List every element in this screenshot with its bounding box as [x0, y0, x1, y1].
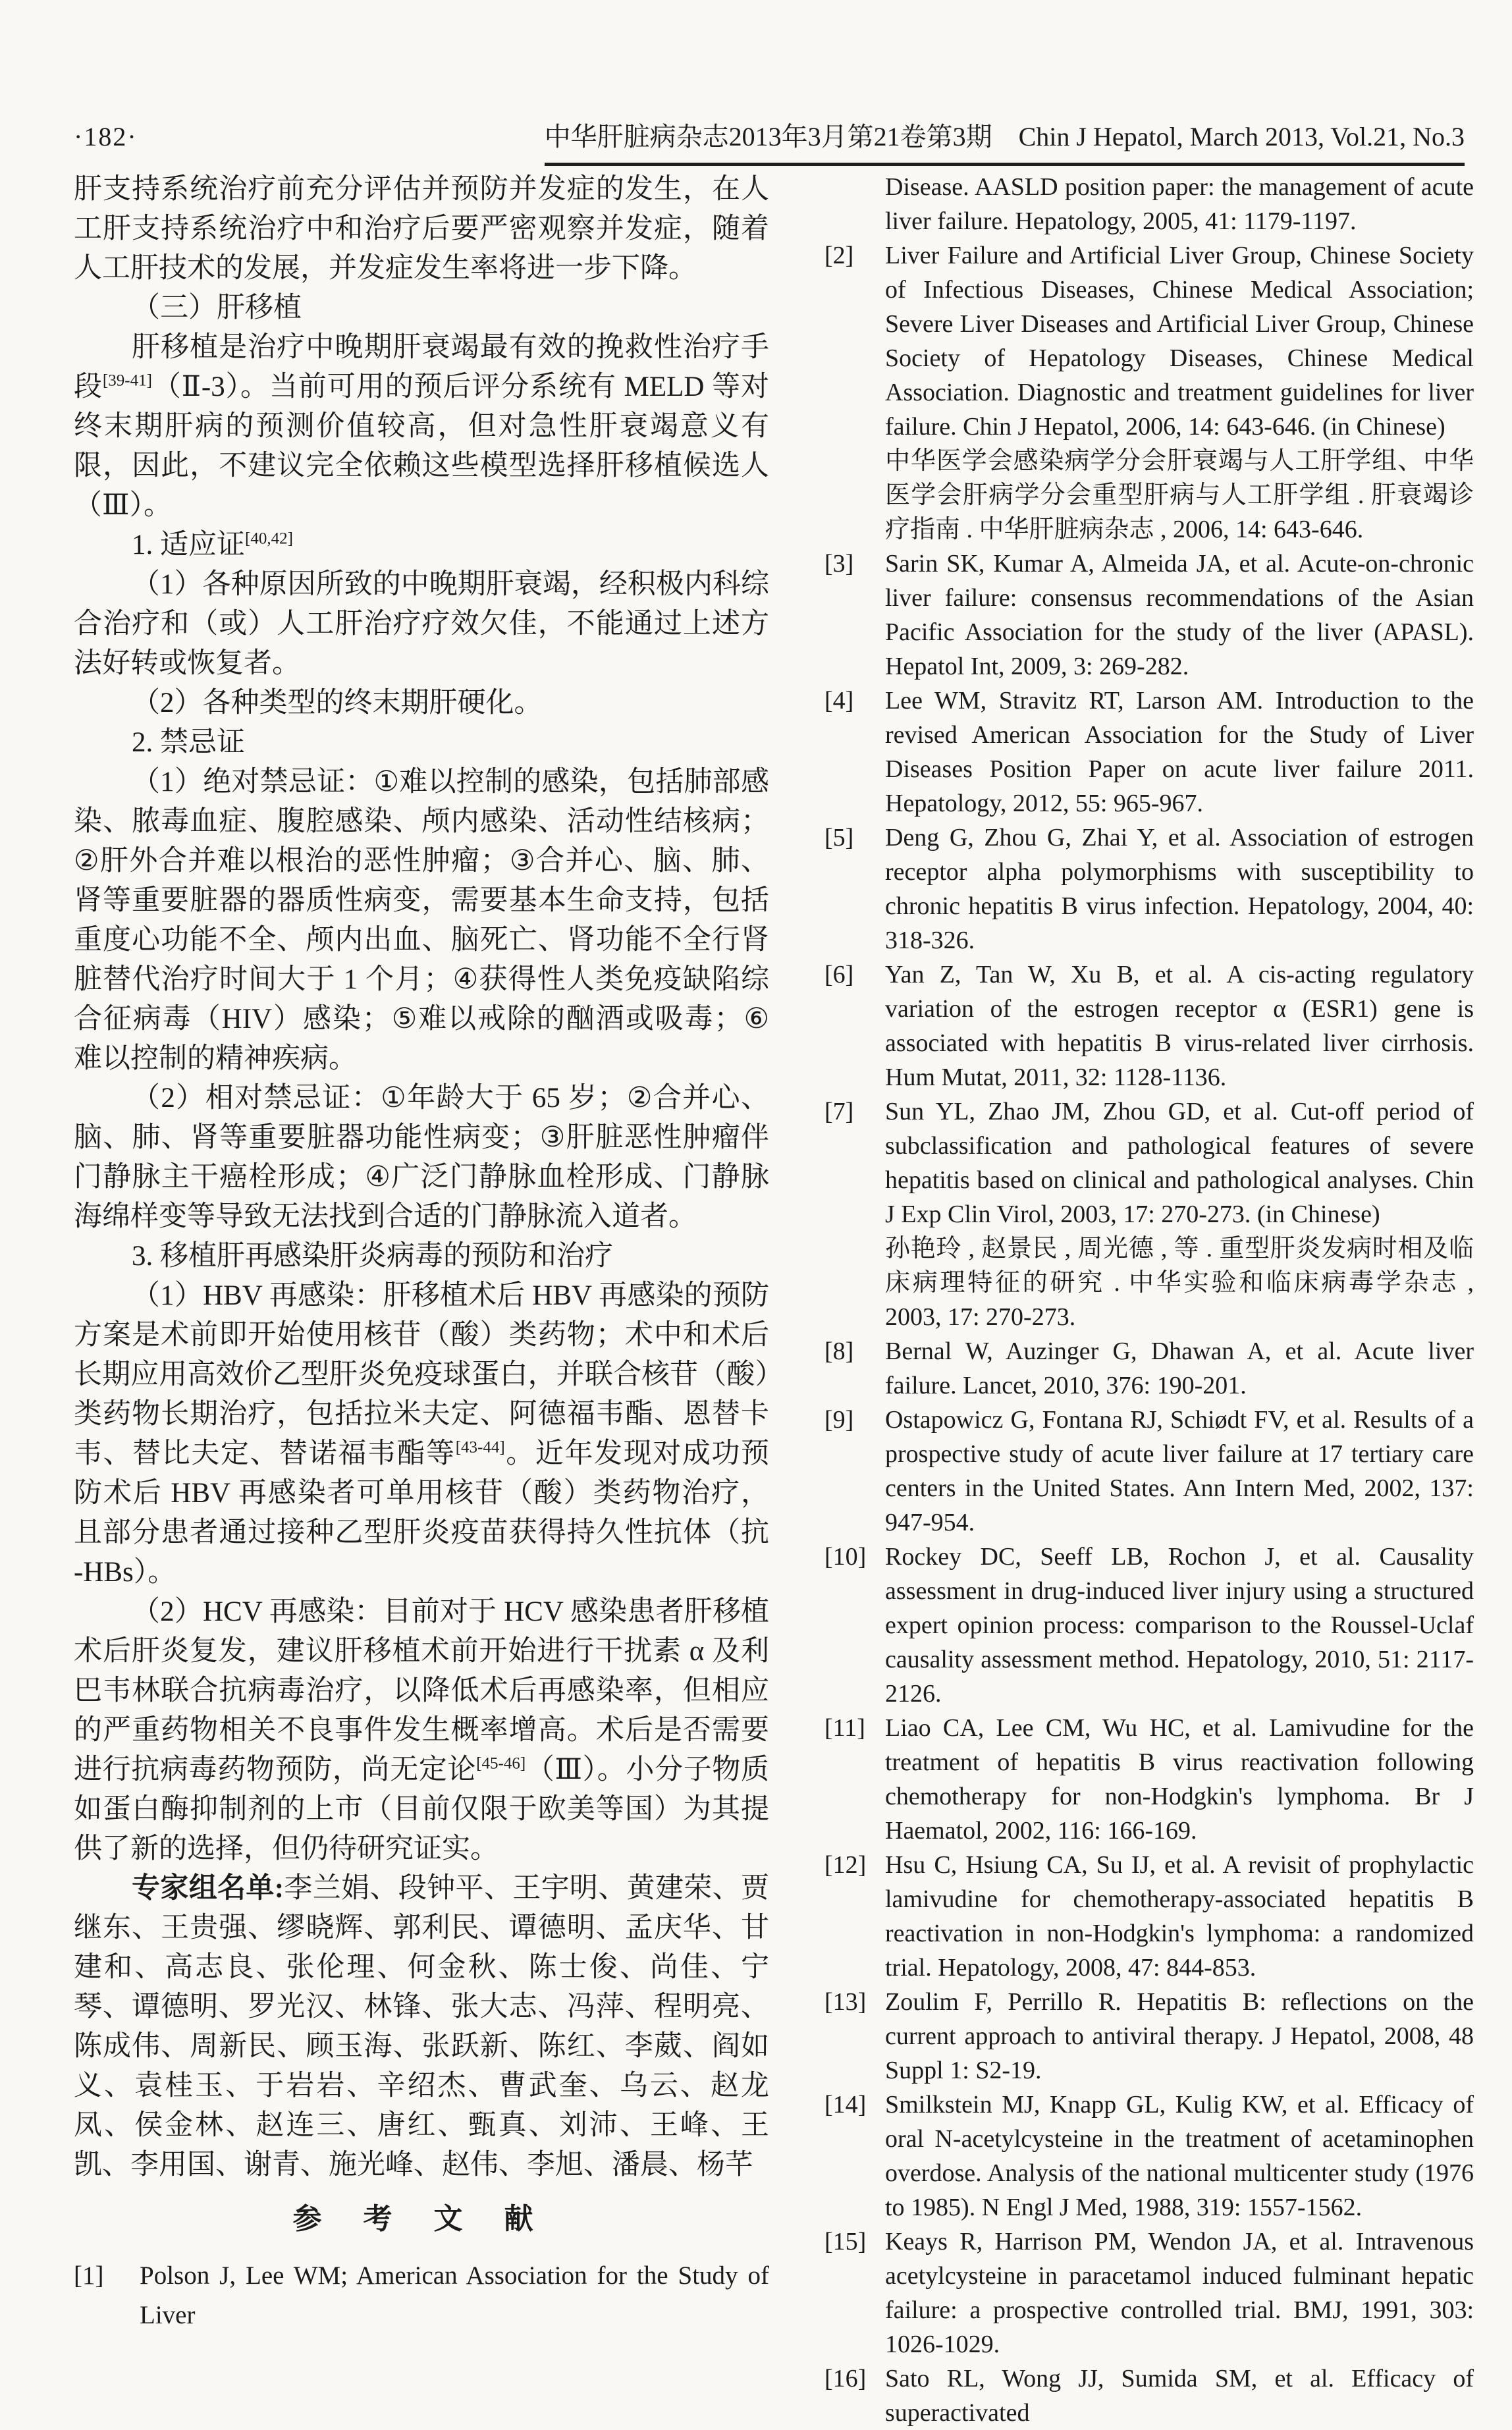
- reference-item: [824, 1985, 1474, 2088]
- reference-item: [824, 1094, 1474, 1334]
- left-column: [74, 170, 769, 2430]
- reference-text-en: Rockey DC, Seeff LB, Rochon J, et al. Causality assessment in drug-induced liver injury using a structured expert opinion process: comparison to the Roussel-Uclaf causality assessment method. Hepatology, 2010, 51: 2117-2126.: [885, 1543, 1474, 1708]
- reference-number: [15]: [824, 2228, 867, 2255]
- reference-number: [11]: [824, 1714, 865, 1742]
- paragraph-text: （1）HBV 再感染：肝移植术后 HBV 再感染的预防方案是术前即开始使用核苷（酸）类药物；术中和术后长期应用高效价乙型肝炎免疫球蛋白，并联合核苷（酸）类药物长期治疗，包括拉米夫定、阿德福韦酯、恩替卡韦、替比夫定、替诺福韦酯等: [74, 1280, 769, 1469]
- reference-text-en: Lee WM, Stravitz RT, Larson AM. Introduction to the revised American Association for the Study of Liver Diseases Position Paper on acute liver failure 2011. Hepatology, 2012, 55: 965-967.: [885, 687, 1474, 817]
- reference-text: [885, 1985, 1474, 2088]
- right-column: [824, 170, 1474, 2430]
- reference-item: [824, 1848, 1474, 1985]
- reference-text-en: Ostapowicz G, Fontana RJ, Schiødt FV, et al. Results of a prospective study of acute liver failure at 17 tertiary care centers in the United States. Ann Intern Med, 2002, 137: 947-954.: [885, 1406, 1474, 1536]
- citation-superscript: [43-44]: [455, 1438, 505, 1457]
- reference-text: [885, 958, 1474, 1094]
- reference-text-en: Disease. AASLD position paper: the management of acute liver failure. Hepatology, 2005, 41: 1179-1197.: [885, 173, 1474, 235]
- journal-title-header: 中华肝脏病杂志2013年3月第21卷第3期 Chin J Hepatol, March 2013, Vol.21, No.3: [545, 116, 1465, 166]
- reference-item: [824, 958, 1474, 1094]
- reference-number: [1]: [74, 2261, 104, 2290]
- reference-text: [885, 170, 1474, 238]
- reference-text-en: Sun YL, Zhao JM, Zhou GD, et al. Cut-off period of subclassification and pathological features of severe hepatitis based on clinical and pathological analyses. Chin J Exp Clin Virol, 2003, 17: 270-273. (in Chinese): [885, 1098, 1474, 1228]
- reference-text-en: Smilkstein MJ, Knapp GL, Kulig KW, et al. Efficacy of oral N-acetylcysteine in the treatment of acetaminophen overdose. Analysis of the national multicenter study (1976 to 1985). N Engl J Med, 1988, 319: 1557-1562.: [885, 2091, 1474, 2221]
- paragraph: [74, 565, 769, 684]
- right-column-references: [824, 170, 1474, 2430]
- paragraph: [74, 1276, 769, 1592]
- reference-number: [5]: [824, 824, 854, 851]
- reference-number: [10]: [824, 1543, 867, 1571]
- reference-text: [885, 1403, 1474, 1540]
- reference-item: [824, 2362, 1474, 2430]
- paragraph-text: 李兰娟、段钟平、王宇明、黄建荣、贾继东、王贵强、缪晓辉、郭利民、谭德明、孟庆华、甘建和、高志良、张伦理、何金秋、陈士俊、尚佳、宁琴、谭德明、罗光汉、林锋、张大志、冯萍、程明亮、陈成伟、周新民、顾玉海、张跃新、陈红、李葳、阎如义、袁桂玉、于岩岩、辛绍杰、曹武奎、乌云、赵龙凤、侯金林、赵连三、唐红、甄真、刘沛、王峰、王凯、李用国、谢青、施光峰、赵伟、李旭、潘晨、杨芊: [74, 1873, 770, 2180]
- left-column-paragraphs: [74, 170, 769, 2185]
- reference-number: [6]: [824, 961, 854, 988]
- reference-item: [824, 684, 1474, 821]
- reference-text-en: Bernal W, Auzinger G, Dhawan A, et al. Acute liver failure. Lancet, 2010, 376: 190-201.: [885, 1337, 1474, 1399]
- paragraph-text: （2）各种类型的终末期肝硬化。: [132, 688, 543, 718]
- paragraph-text: 肝支持系统治疗前充分评估并预防并发症的发生，在人工肝支持系统治疗中和治疗后要严密观察并发症，随着人工肝技术的发展，并发症发生率将进一步下降。: [74, 174, 769, 284]
- reference-text: [885, 1334, 1474, 1403]
- paragraph: [74, 1869, 769, 2185]
- reference-text-zh: 孙艳玲 , 赵景民 , 周光德 , 等 . 重型肝炎发病时相及临床病理特征的研究 . 中华实验和临床病毒学杂志 , 2003, 17: 270-273.: [885, 1235, 1474, 1331]
- reference-text-en: Zoulim F, Perrillo R. Hepatitis B: reflections on the current approach to antiviral therapy. J Hepatol, 2008, 48 Suppl 1: S2-19.: [885, 1988, 1474, 2084]
- paragraph: [74, 1237, 769, 1276]
- reference-text: [885, 238, 1474, 547]
- reference-text-en: Yan Z, Tan W, Xu B, et al. A cis-acting regulatory variation of the estrogen receptor α (ESR1) gene is associated with hepatitis B virus-related liver cirrhosis. Hum Mutat, 2011, 32: 1128-1136.: [885, 961, 1474, 1091]
- expert-panel-label: 专家组名单:: [132, 1873, 284, 1904]
- paragraph-text: （1）绝对禁忌证：①难以控制的感染，包括肺部感染、脓毒血症、腹腔感染、颅内感染、活动性结核病；②肝外合并难以根治的恶性肿瘤；③合并心、脑、肺、肾等重要脏器的器质性病变，需要基本生命支持，包括重度心功能不全、颅内出血、脑死亡、肾功能不全行肾脏替代治疗时间大于 1 个月；④获得性人类免疫缺陷综合征病毒（HIV）感染；⑤难以戒除的酗酒或吸毒；⑥难以控制的精神疾病。: [74, 767, 769, 1074]
- paragraph: [74, 328, 769, 526]
- reference-item: [824, 170, 1474, 238]
- reference-item: [824, 821, 1474, 958]
- reference-number: [2]: [824, 242, 854, 269]
- reference-text: [885, 821, 1474, 958]
- reference-item: [824, 1540, 1474, 1711]
- paragraph: [74, 1079, 769, 1237]
- reference-text: [885, 1094, 1474, 1334]
- reference-number: [16]: [824, 2365, 867, 2392]
- reference-number: [3]: [824, 550, 854, 578]
- reference-text-en: Sarin SK, Kumar A, Almeida JA, et al. Acute-on-chronic liver failure: consensus recommendations of the Asian Pacific Association for the study of the liver (APASL). Hepatol Int, 2009, 3: 269-282.: [885, 550, 1474, 680]
- reference-item: [824, 1711, 1474, 1848]
- paragraph: [74, 1592, 769, 1869]
- paragraph: [74, 684, 769, 723]
- reference-text-en: Hsu C, Hsiung CA, Su IJ, et al. A revisit of prophylactic lamivudine for chemotherapy-associated hepatitis B reactivation in non-Hodgkin's lymphoma: a randomized trial. Hepatology, 2008, 47: 844-853.: [885, 1851, 1474, 1982]
- reference-text: [885, 1848, 1474, 1985]
- reference-number: [4]: [824, 687, 854, 715]
- references-heading: 参 考 文 献: [292, 2203, 551, 2235]
- reference-number: [12]: [824, 1851, 867, 1879]
- paragraph: [74, 288, 769, 328]
- reference-item: [824, 547, 1474, 684]
- reference-number: [13]: [824, 1988, 867, 2016]
- reference-item: [824, 1403, 1474, 1540]
- reference-text-en: Deng G, Zhou G, Zhai Y, et al. Association of estrogen receptor alpha polymorphisms with susceptibility to chronic hepatitis B virus infection. Hepatology, 2004, 40: 318-326.: [885, 824, 1474, 954]
- paragraph: [74, 723, 769, 763]
- paragraph-text: 肝移植是治疗中晚期肝衰竭最有效的挽救性治疗手段: [74, 332, 769, 402]
- paragraph-text: 3. 移植肝再感染肝炎病毒的预防和治疗: [132, 1241, 613, 1272]
- reference-number: [14]: [824, 2091, 867, 2119]
- reference-text-en: Liver Failure and Artificial Liver Group, Chinese Society of Infectious Diseases, Chinese Medical Association; Severe Liver Diseases and Artificial Liver Group, Chinese Society of Hepatology Diseases, Chinese Medical Association. Diagnostic and treatment guidelines for liver failure. Chin J Hepatol, 2006, 14: 643-646. (in Chinese): [885, 242, 1474, 441]
- page-header: [74, 116, 1465, 166]
- reference-item: [824, 2088, 1474, 2225]
- reference-text: [885, 2362, 1474, 2430]
- paragraph: [74, 170, 769, 288]
- two-column-body: [74, 170, 1474, 2430]
- reference-text: [885, 1711, 1474, 1848]
- paragraph-text: （Ⅲ）。小分子物质如蛋白酶抑制剂的上市（目前仅限于欧美等国）为其提供了新的选择，但仍待研究证实。: [74, 1754, 770, 1864]
- paragraph: [74, 526, 769, 565]
- paragraph-text: （三）肝移植: [132, 292, 302, 323]
- reference-item: [824, 2225, 1474, 2362]
- reference-text: [885, 2225, 1474, 2362]
- reference-number: [7]: [824, 1098, 854, 1125]
- paragraph-text: （1）各种原因所致的中晚期肝衰竭，经积极内科综合治疗和（或）人工肝治疗疗效欠佳，不能通过上述方法好转或恢复者。: [74, 569, 769, 679]
- paragraph-text: 。近年发现对成功预防术后 HBV 再感染者可单用核苷（酸）类药物治疗，且部分患者通过接种乙型肝炎疫苗获得持久性抗体（抗 -HBs）。: [74, 1438, 770, 1588]
- reference-text-en: Keays R, Harrison PM, Wendon JA, et al. Intravenous acetylcysteine in paracetamol induced fulminant hepatic failure: a prospective controlled trial. BMJ, 1991, 303: 1026-1029.: [885, 2228, 1474, 2358]
- reference-text: [885, 547, 1474, 684]
- reference-text: [885, 2088, 1474, 2225]
- reference-number: [9]: [824, 1406, 854, 1434]
- reference-text: [885, 1540, 1474, 1711]
- paragraph-text: （2）HCV 再感染：目前对于 HCV 感染患者肝移植术后肝炎复发，建议肝移植术前开始进行干扰素 α 及利巴韦林联合抗病毒治疗，以降低术后再感染率，但相应的严重药物相关不良事件发生概率增高。术后是否需要进行抗病毒药物预防，尚无定论: [74, 1596, 769, 1785]
- reference-number: [8]: [824, 1337, 854, 1365]
- paragraph-text: （2）相对禁忌证：①年龄大于 65 岁；②合并心、脑、肺、肾等重要脏器功能性病变；③肝脏恶性肿瘤伴门静脉主干癌栓形成；④广泛门静脉血栓形成、门静脉海绵样变等导致无法找到合适的门静脉流入道者。: [74, 1083, 769, 1232]
- page-number: ·182·: [74, 122, 138, 151]
- paragraph-text: 2. 禁忌证: [132, 727, 245, 758]
- citation-superscript: [39-41]: [102, 371, 152, 390]
- paragraph: [74, 763, 769, 1079]
- reference-item: [824, 1334, 1474, 1403]
- paragraph-text: （Ⅱ-3）。当前可用的预后评分系统有 MELD 等对终末期肝病的预测价值较高，但对急性肝衰竭意义有限，因此，不建议完全依赖这些模型选择肝移植候选人（Ⅲ）。: [74, 371, 769, 521]
- reference-text: Polson J, Lee WM; American Association for the Study of Liver: [140, 2261, 769, 2329]
- reference-text-en: Liao CA, Lee CM, Wu HC, et al. Lamivudine for the treatment of hepatitis B virus reactivation following chemotherapy for non-Hodgkin's lymphoma. Br J Haematol, 2002, 116: 166-169.: [885, 1714, 1474, 1845]
- citation-superscript: [45-46]: [476, 1754, 526, 1773]
- reference-item: [824, 238, 1474, 547]
- first-reference: [74, 2256, 769, 2335]
- citation-superscript: [40,42]: [245, 529, 293, 548]
- reference-text-en: Sato RL, Wong JJ, Sumida SM, et al. Efficacy of superactivated: [885, 2365, 1474, 2427]
- paragraph-text: 1. 适应证: [132, 529, 245, 560]
- reference-text: [885, 684, 1474, 821]
- reference-text-zh: 中华医学会感染病学分会肝衰竭与人工肝学组、中华医学会肝病学分会重型肝病与人工肝学组 . 肝衰竭诊疗指南 . 中华肝脏病杂志 , 2006, 14: 643-646.: [885, 447, 1474, 543]
